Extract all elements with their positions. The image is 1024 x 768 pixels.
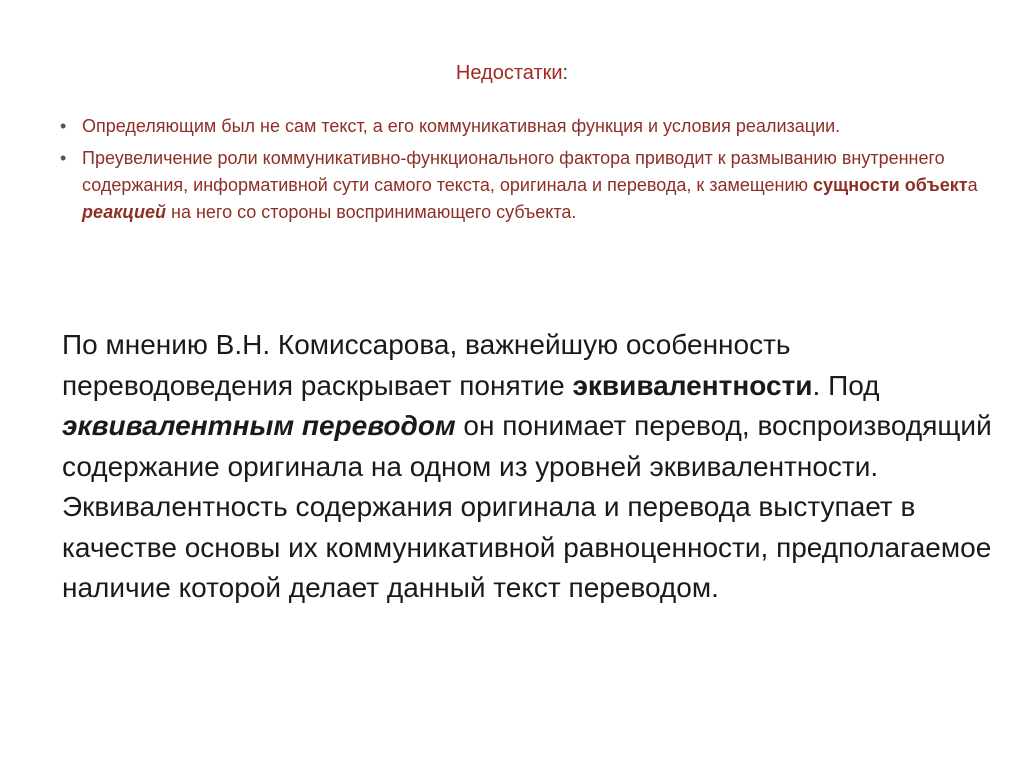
- bullet-bold-italic-term: реакцией: [82, 202, 166, 222]
- paragraph-bold-italic-term: эквивалентным переводом: [62, 410, 456, 441]
- main-paragraph: [62, 325, 992, 609]
- slide-heading: [0, 62, 1024, 85]
- list-item: [58, 113, 978, 140]
- bullet-marker: •: [60, 148, 67, 168]
- list-item: [58, 145, 978, 226]
- bullet-marker: •: [60, 116, 67, 136]
- bullet-text-part: на него со стороны воспринимающего субъекта.: [166, 202, 577, 222]
- bullet-text: Определяющим был не сам текст, а его коммуникативная функция и условия реализации.: [82, 116, 841, 136]
- paragraph-text-part: По мнению В.Н. Комиссарова, важнейшую особенность переводоведения раскрывает понятие: [62, 329, 791, 401]
- bullet-bold-term: сущности объект: [813, 175, 968, 195]
- heading-text: Недостатки: [455, 62, 563, 84]
- bullet-text-part: Преувеличение роли коммуникативно-функционального фактора приводит к размыванию внутреннего содержания, информативной сути самого текста, оригинала и перевода, к замещению: [82, 148, 945, 195]
- heading-colon: :: [562, 62, 569, 84]
- drawbacks-list: [58, 113, 978, 231]
- paragraph-text-part: . Под: [812, 369, 880, 401]
- bullet-text-part: а: [967, 175, 978, 195]
- paragraph-bold-term: эквивалентности: [572, 369, 813, 401]
- paragraph-text-part: он понимает перевод, воспроизводящий содержание оригинала на одном из уровней эквивалентности. Эквивалентность содержания оригинала и перевода выступает в качестве основы их коммуникативной равноценности, предполагаемое наличие которой делает данный текст переводом.: [62, 410, 992, 603]
